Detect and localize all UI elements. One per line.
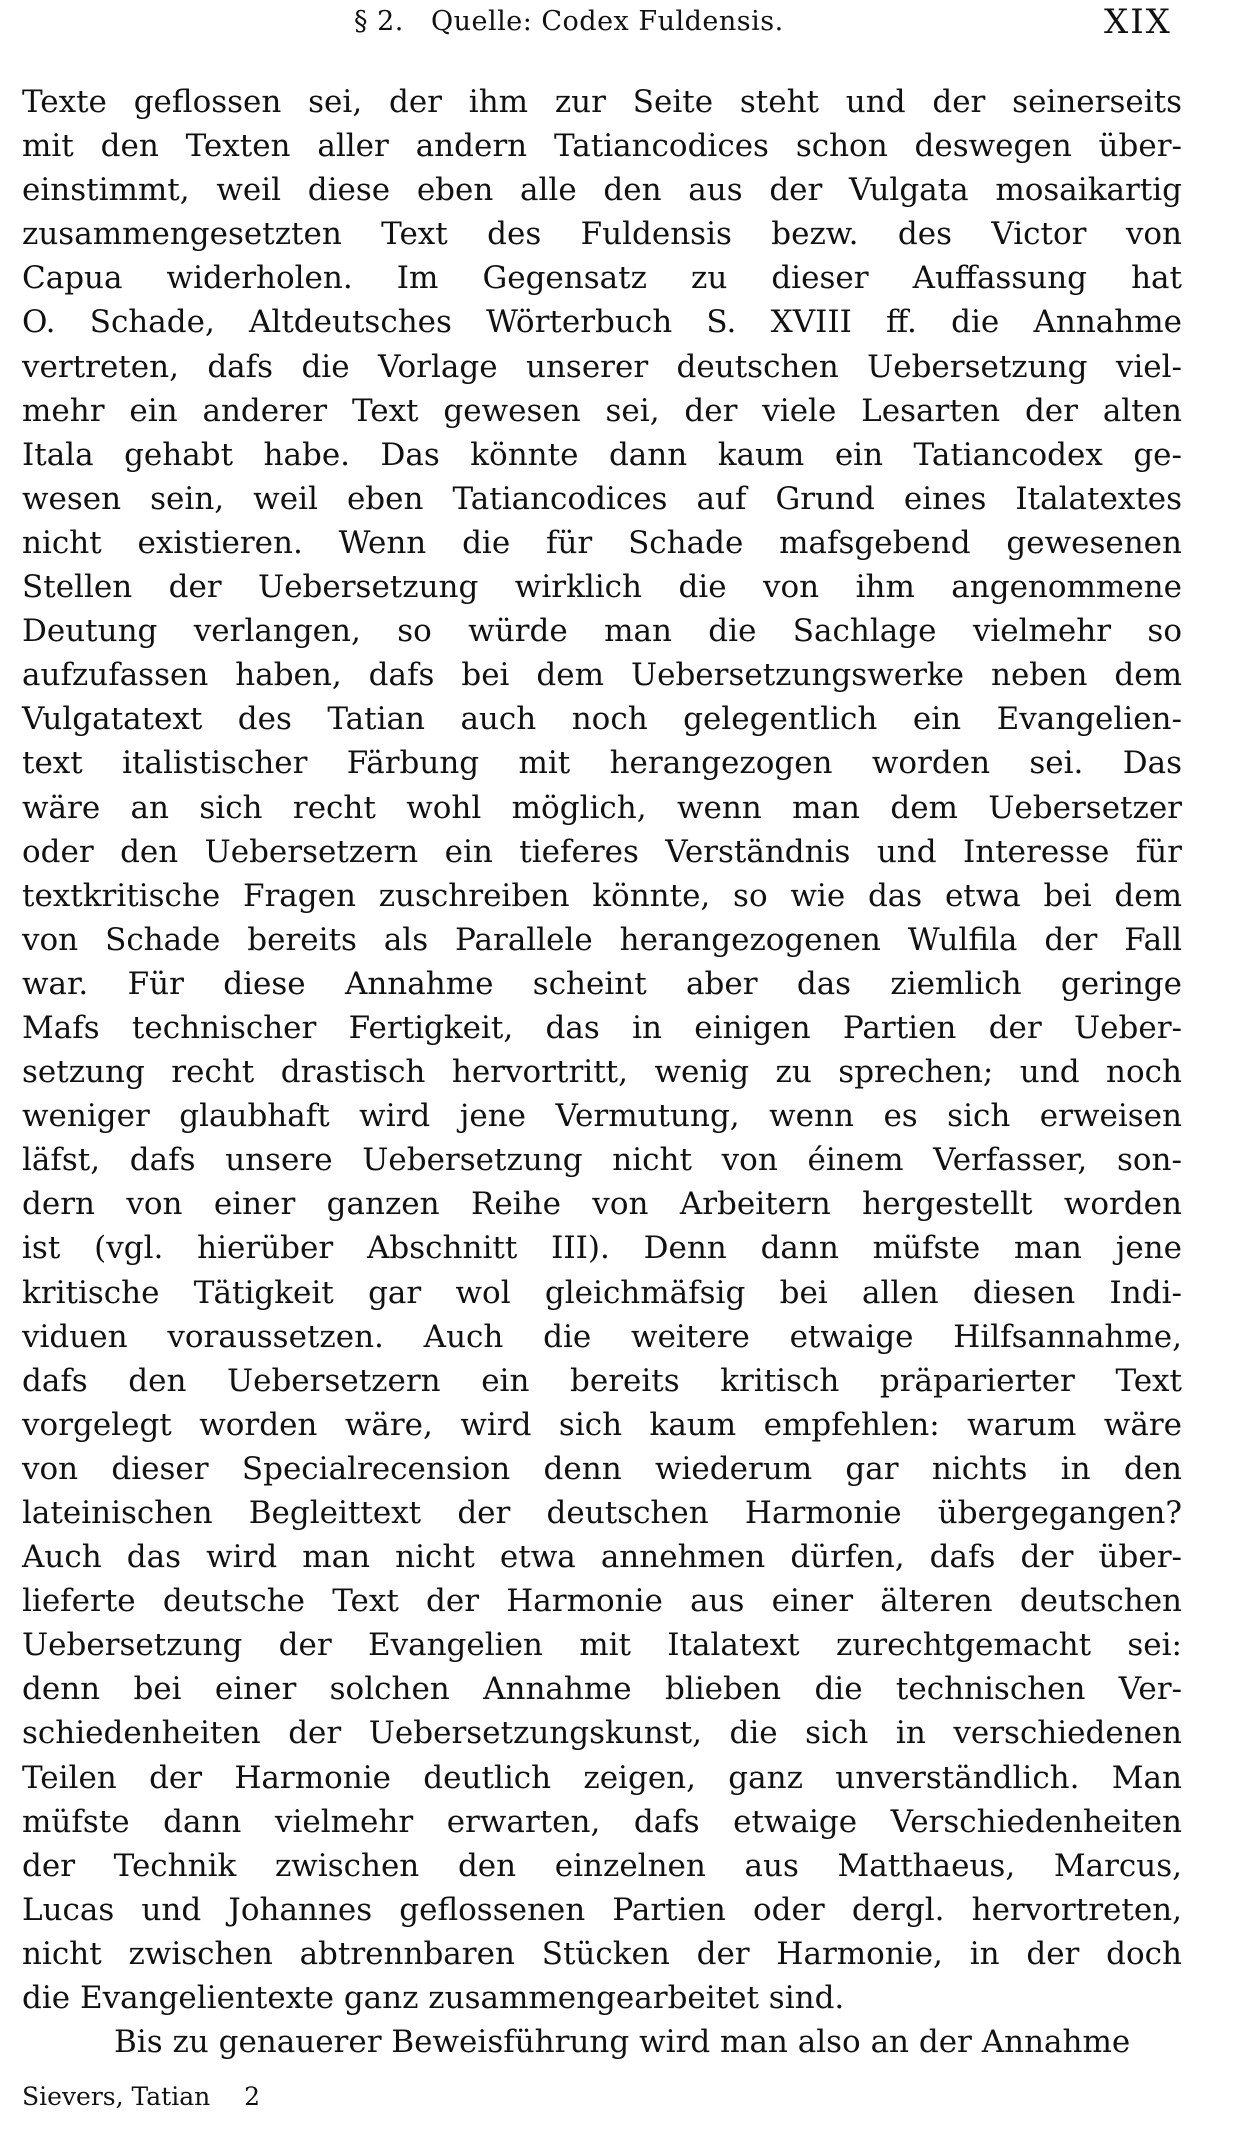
text-line: text italistischer Färbung mit herangezogen worden sei. Das (22, 745, 1182, 782)
section-mark: § 2. (354, 6, 404, 37)
text-line: oder den Uebersetzern ein tieferes Verständnis und Interesse für (22, 833, 1182, 870)
text-line: Capua widerholen. Im Gegensatz zu dieser Auffassung hat (22, 260, 1182, 297)
text-line: weniger glaubhaft wird jene Vermutung, wenn es sich erweisen (22, 1098, 1182, 1135)
text-line: wesen sein, weil eben Tatiancodices auf Grund eines Italatextes (22, 480, 1182, 517)
text-line: Teilen der Harmonie deutlich zeigen, ganz unverständlich. Man (22, 1759, 1182, 1796)
signature-mark: 2 (244, 2082, 261, 2111)
text-line: Itala gehabt habe. Das könnte dann kaum ein Tatiancodex ge- (22, 436, 1182, 473)
text-line: Bis zu genauerer Beweisführung wird man also an der Annahme (114, 2024, 1131, 2061)
running-head (354, 6, 784, 37)
text-line: wäre an sich recht wohl möglich, wenn man dem Uebersetzer (22, 789, 1182, 826)
text-line: zusammengesetzten Text des Fuldensis bezw. des Victor von (22, 216, 1182, 253)
body-text (22, 80, 1182, 2064)
text-line: mehr ein anderer Text gewesen sei, der viele Lesarten der alten (22, 392, 1182, 429)
text-line: der Technik zwischen den einzelnen aus Matthaeus, Marcus, (22, 1847, 1182, 1884)
page-number: XIX (1104, 2, 1172, 42)
text-line: vertreten, dafs die Vorlage unserer deutschen Uebersetzung viel- (22, 348, 1182, 385)
text-line: aufzufassen haben, dafs bei dem Uebersetzungswerke neben dem (22, 657, 1182, 694)
text-line: setzung recht drastisch hervortritt, wenig zu sprechen; und noch (22, 1054, 1182, 1091)
text-line: die Evangelientexte ganz zusammengearbeitet sind. (22, 1980, 845, 2017)
text-line: Stellen der Uebersetzung wirklich die von ihm angenommene (22, 569, 1182, 606)
text-line: O. Schade, Altdeutsches Wörterbuch S. XVIII ff. die Annahme (22, 304, 1182, 341)
text-line: denn bei einer solchen Annahme blieben die technischen Ver- (22, 1671, 1182, 1708)
text-line: schiedenheiten der Uebersetzungskunst, die sich in verschiedenen (22, 1715, 1182, 1752)
text-line: textkritische Fragen zuschreiben könnte, so wie das etwa bei dem (22, 877, 1182, 914)
text-line: Uebersetzung der Evangelien mit Italatext zurechtgemacht sei: (22, 1627, 1182, 1664)
text-line: Deutung verlangen, so würde man die Sachlage vielmehr so (22, 613, 1182, 650)
text-line: kritische Tätigkeit gar wol gleichmäfsig bei allen diesen Indi- (22, 1274, 1182, 1311)
signature-line (22, 2082, 260, 2111)
text-line: Mafs technischer Fertigkeit, das in einigen Partien der Ueber- (22, 1009, 1182, 1046)
text-line: mit den Texten aller andern Tatiancodices schon deswegen über- (22, 128, 1182, 165)
text-line: müfste dann vielmehr erwarten, dafs etwaige Verschiedenheiten (22, 1803, 1182, 1840)
text-line: von dieser Specialrecension denn wiederum gar nichts in den (22, 1450, 1182, 1487)
text-line: einstimmt, weil diese eben alle den aus der Vulgata mosaikartig (22, 172, 1182, 209)
text-line: viduen voraussetzen. Auch die weitere etwaige Hilfsannahme, (22, 1318, 1182, 1355)
text-line: nicht existieren. Wenn die für Schade mafsgebend gewesenen (22, 524, 1182, 561)
text-line: Texte geflossen sei, der ihm zur Seite steht und der seinerseits (22, 84, 1182, 120)
text-line: ist (vgl. hierüber Abschnitt III). Denn dann müfste man jene (22, 1230, 1182, 1267)
text-line: läfst, dafs unsere Uebersetzung nicht von éinem Verfasser, son- (22, 1142, 1182, 1179)
text-line: vorgelegt worden wäre, wird sich kaum empfehlen: warum wäre (22, 1406, 1182, 1443)
running-head-title: Quelle: Codex Fuldensis. (430, 6, 784, 37)
text-line: Lucas und Johannes geflossenen Partien oder dergl. hervortreten, (22, 1891, 1182, 1928)
text-line: dern von einer ganzen Reihe von Arbeitern hergestellt worden (22, 1186, 1182, 1223)
text-line: von Schade bereits als Parallele herangezogenen Wulfila der Fall (22, 921, 1182, 958)
text-line: dafs den Uebersetzern ein bereits kritisch präparierter Text (22, 1362, 1182, 1399)
text-line: nicht zwischen abtrennbaren Stücken der Harmonie, in der doch (22, 1935, 1182, 1972)
footer-author-title: Sievers, Tatian (22, 2082, 211, 2111)
text-line: Auch das wird man nicht etwa annehmen dürfen, dafs der über- (22, 1539, 1182, 1576)
text-line: lieferte deutsche Text der Harmonie aus einer älteren deutschen (22, 1583, 1182, 1620)
text-line: Vulgatatext des Tatian auch noch gelegentlich ein Evangelien- (22, 701, 1182, 738)
text-line: war. Für diese Annahme scheint aber das ziemlich geringe (22, 965, 1182, 1002)
text-line: lateinischen Begleittext der deutschen Harmonie übergegangen? (22, 1495, 1182, 1531)
